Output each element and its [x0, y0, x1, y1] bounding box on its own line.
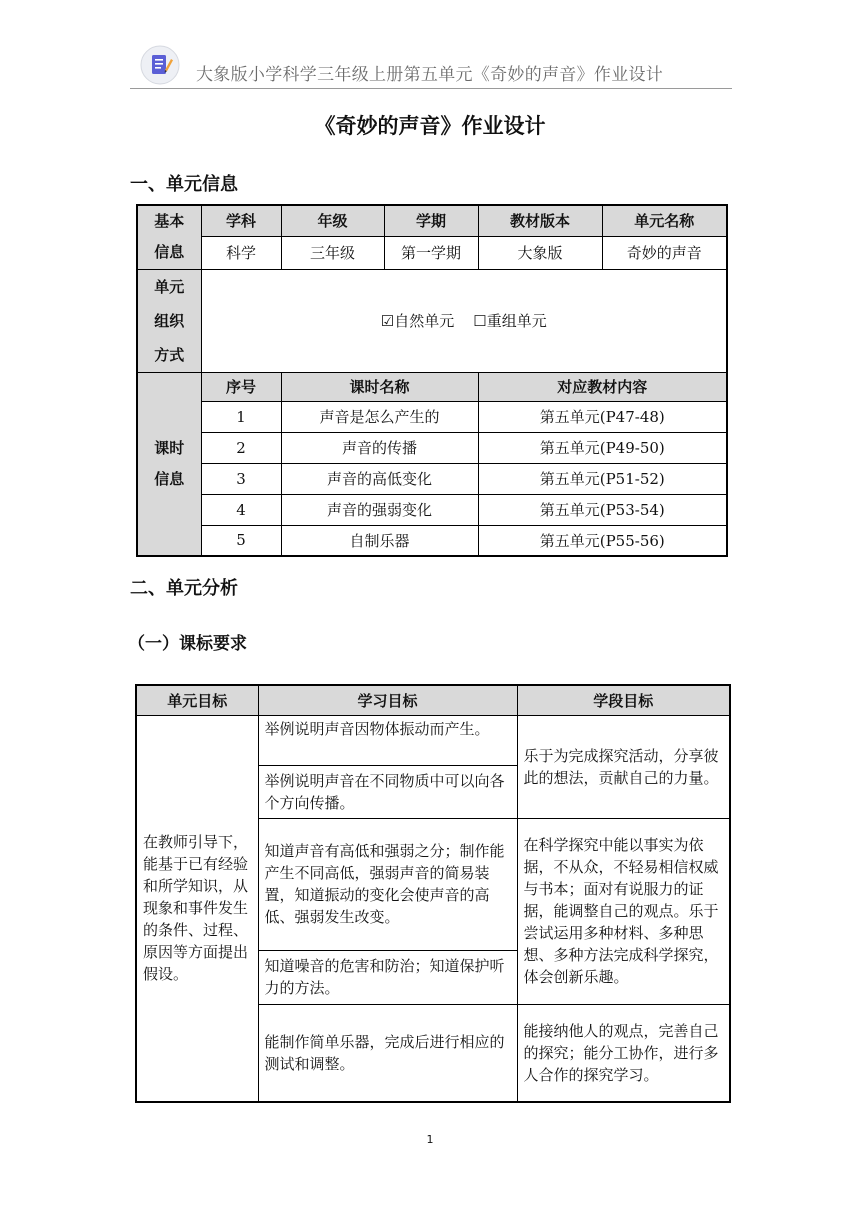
- organization-options: [201, 269, 727, 372]
- section-heading-unit-analysis: 二、单元分析: [130, 578, 238, 599]
- lesson-name: 自制乐器: [281, 525, 478, 556]
- header-textbook: 教材版本: [478, 205, 602, 236]
- learning-goal-1: 举例说明声音因物体振动而产生。: [258, 715, 517, 765]
- curriculum-table: [135, 684, 731, 1103]
- learning-goal-2: 举例说明声音在不同物质中可以向各个方向传播。: [258, 765, 517, 818]
- lesson-no: 1: [201, 401, 281, 432]
- lesson-content: 第五单元(P55-56): [478, 525, 727, 556]
- learning-goal-3: 知道声音有高低和强弱之分；制作能产生不同高低，强弱声音的简易装置，知道振动的变化会使声音的高低、强弱发生改变。: [258, 818, 517, 950]
- header-text: 大象版小学科学三年级上册第五单元《奇妙的声音》作业设计: [196, 65, 664, 85]
- header-lesson-name: 课时名称: [281, 372, 478, 401]
- value-unit-name: 奇妙的声音: [602, 236, 727, 269]
- table-row: [137, 463, 727, 494]
- stage-goal-2: 在科学探究中能以事实为依据，不从众，不轻易相信权威与书本；面对有说服力的证据，能调整自己的观点。乐于尝试运用多种材料、多种思想、多种方法完成科学探究，体会创新乐趣。: [517, 818, 730, 1004]
- lesson-name: 声音的强弱变化: [281, 494, 478, 525]
- basic-info-label: 基本 信息: [137, 205, 201, 269]
- notebook-pen-icon: [140, 45, 180, 85]
- lesson-name: 声音的高低变化: [281, 463, 478, 494]
- table-row: [137, 401, 727, 432]
- learning-goal-5: 能制作简单乐器，完成后进行相应的测试和调整。: [258, 1004, 517, 1102]
- page-header: [130, 44, 732, 89]
- table-row: [137, 494, 727, 525]
- header-subject: 学科: [201, 205, 281, 236]
- header-stage-goal: 学段目标: [517, 685, 730, 715]
- stage-goal-1: 乐于为完成探究活动，分享彼此的想法，贡献自己的力量。: [517, 715, 730, 818]
- stage-goal-3: 能接纳他人的观点，完善自己的探究；能分工协作，进行多人合作的探究学习。: [517, 1004, 730, 1102]
- lesson-no: 5: [201, 525, 281, 556]
- value-textbook: 大象版: [478, 236, 602, 269]
- subsection-heading-curriculum: （一）课标要求: [128, 634, 247, 654]
- value-grade: 三年级: [281, 236, 384, 269]
- value-semester: 第一学期: [384, 236, 478, 269]
- unit-goal-text: 在教师引导下，能基于已有经验和所学知识，从现象和事件发生的条件、过程、原因等方面提出假设。: [136, 715, 258, 1102]
- lesson-info-label: 课时 信息: [137, 372, 201, 556]
- unit-info-table: [136, 204, 728, 557]
- header-learning-goal: 学习目标: [258, 685, 517, 715]
- lesson-content: 第五单元(P47-48): [478, 401, 727, 432]
- lesson-name: 声音的传播: [281, 432, 478, 463]
- header-unit-name: 单元名称: [602, 205, 727, 236]
- learning-goal-4: 知道噪音的危害和防治；知道保护听力的方法。: [258, 950, 517, 1004]
- checkbox-natural-unit: ☑自然单元: [380, 312, 455, 330]
- checkbox-regroup-unit: ☐重组单元: [473, 312, 547, 330]
- lesson-no: 4: [201, 494, 281, 525]
- header-lesson-content: 对应教材内容: [478, 372, 727, 401]
- header-lesson-no: 序号: [201, 372, 281, 401]
- document-title: 《奇妙的声音》作业设计: [314, 114, 546, 138]
- lesson-no: 2: [201, 432, 281, 463]
- organization-label: 单元 组织 方式: [137, 269, 201, 372]
- header-semester: 学期: [384, 205, 478, 236]
- page-number: 1: [426, 1133, 434, 1146]
- table-row: [137, 525, 727, 556]
- lesson-name: 声音是怎么产生的: [281, 401, 478, 432]
- section-heading-unit-info: 一、单元信息: [130, 174, 238, 195]
- lesson-no: 3: [201, 463, 281, 494]
- header-grade: 年级: [281, 205, 384, 236]
- table-row: [137, 432, 727, 463]
- lesson-content: 第五单元(P49-50): [478, 432, 727, 463]
- lesson-content: 第五单元(P51-52): [478, 463, 727, 494]
- value-subject: 科学: [201, 236, 281, 269]
- header-unit-goal: 单元目标: [136, 685, 258, 715]
- lesson-content: 第五单元(P53-54): [478, 494, 727, 525]
